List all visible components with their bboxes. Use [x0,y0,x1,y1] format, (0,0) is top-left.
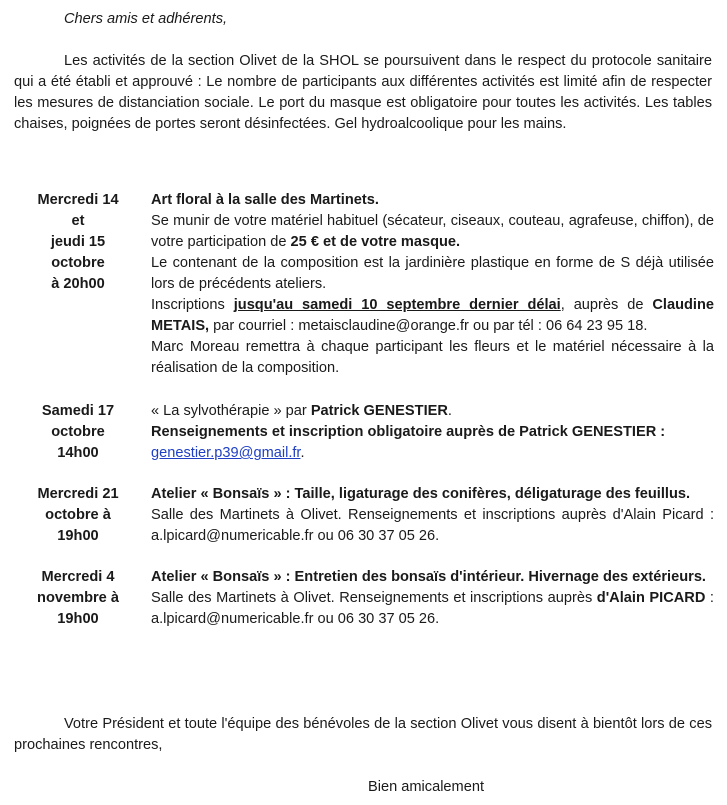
date-line: octobre à [45,507,111,523]
closing-paragraph: Votre Président et toute l'équipe des bénévoles de la section Olivet vous disent à bientôt lors de ces prochaines rencontres, [14,716,712,753]
event-date [14,567,142,630]
email-link[interactable]: genestier.p39@gmail.fr [151,445,301,461]
date-line: 19h00 [57,611,99,627]
date-line: et [71,213,85,229]
intro-paragraph: Les activités de la section Olivet de la SHOL se poursuivent dans le respect du protocole sanitaire qui a été établi et approuvé : Le nombre de participants aux différentes activités est limité afin de respecter les mesures de distanciation sociale. Le port du masque est obligatoire pour toutes les activités. Les tables chaises, poignées de portes seront désinfectées. Gel hydroalcoolique pour les mains. [14,53,712,132]
greeting: Chers amis et adhérents, [64,11,228,27]
event-paragraph [151,443,714,464]
event-text: . [447,403,452,419]
event-date [14,484,142,547]
event-details [151,484,714,547]
event-text: « La sylvothérapie » par [151,403,311,419]
event-date [14,190,142,379]
event-text: Se munir de votre matériel habituel (sécateur, ciseaux, couteau, agrafeuse, chiffon), de votre participation de [151,213,714,250]
event-title: Atelier « Bonsaïs » : Taille, ligaturage des conifères, déligaturage des feuillus. [151,486,691,502]
date-line: Mercredi 14 [37,192,119,208]
date-line: novembre à [37,590,119,606]
deadline-text: jusqu'au samedi 10 septembre dernier délai [233,297,561,313]
event-text: Salle des Martinets à Olivet. Renseignements et inscriptions auprès [151,590,597,606]
date-line: à 20h00 [51,276,105,292]
event-text: par courriel : metaisclaudine@orange.fr ou par tél : 06 64 23 95 18. [209,318,648,334]
date-line: 14h00 [57,445,99,461]
event-bonsai-entretien [14,567,714,630]
event-paragraph [151,211,714,253]
date-line: Samedi 17 [41,403,115,419]
price-text: 25 € et de votre masque. [290,234,461,250]
event-details [151,567,714,630]
date-line: Mercredi 4 [41,569,115,585]
date-line: Mercredi 21 [37,486,119,502]
event-date [14,401,142,464]
event-paragraph: Salle des Martinets à Olivet. Renseignements et inscriptions auprès d'Alain Picard : a.lpicard@numericable.fr ou 06 30 37 05 26. [151,507,714,544]
event-title [151,401,714,422]
event-bonsai-taille [14,484,714,547]
date-line: octobre [51,424,105,440]
event-art-floral [14,190,714,379]
event-sylvotherapie [14,401,714,464]
date-line: 19h00 [57,528,99,544]
date-line: jeudi 15 [50,234,106,250]
event-text: : a.lpicard@numericable.fr ou 06 30 37 05 26. [151,590,714,627]
event-text: , auprès de [560,297,653,313]
event-title: Art floral à la salle des Martinets. [151,192,379,208]
event-paragraph: Renseignements et inscription obligatoire auprès de Patrick GENESTIER : [151,424,666,440]
event-paragraph [151,295,714,337]
contact-name: d'Alain PICARD [596,590,706,606]
event-text: Inscriptions [151,297,234,313]
event-title: Atelier « Bonsaïs » : Entretien des bonsaïs d'intérieur. Hivernage des extérieurs. [151,569,706,585]
events-list [14,190,714,630]
date-line: octobre [51,255,105,271]
event-paragraph: Marc Moreau remettra à chaque participant les fleurs et le matériel nécessaire à la réalisation de la composition. [151,339,714,376]
contact-name: Patrick GENESTIER [310,403,448,419]
event-text: . [300,445,305,461]
event-paragraph [151,588,714,630]
contact-name: Claudine METAIS, [151,297,714,334]
signoff: Bien amicalement [368,779,484,795]
event-details [151,401,714,464]
event-paragraph: Le contenant de la composition est la jardinière plastique en forme de S déjà utilisée lors de précédents ateliers. [151,255,714,292]
event-details [151,190,714,379]
